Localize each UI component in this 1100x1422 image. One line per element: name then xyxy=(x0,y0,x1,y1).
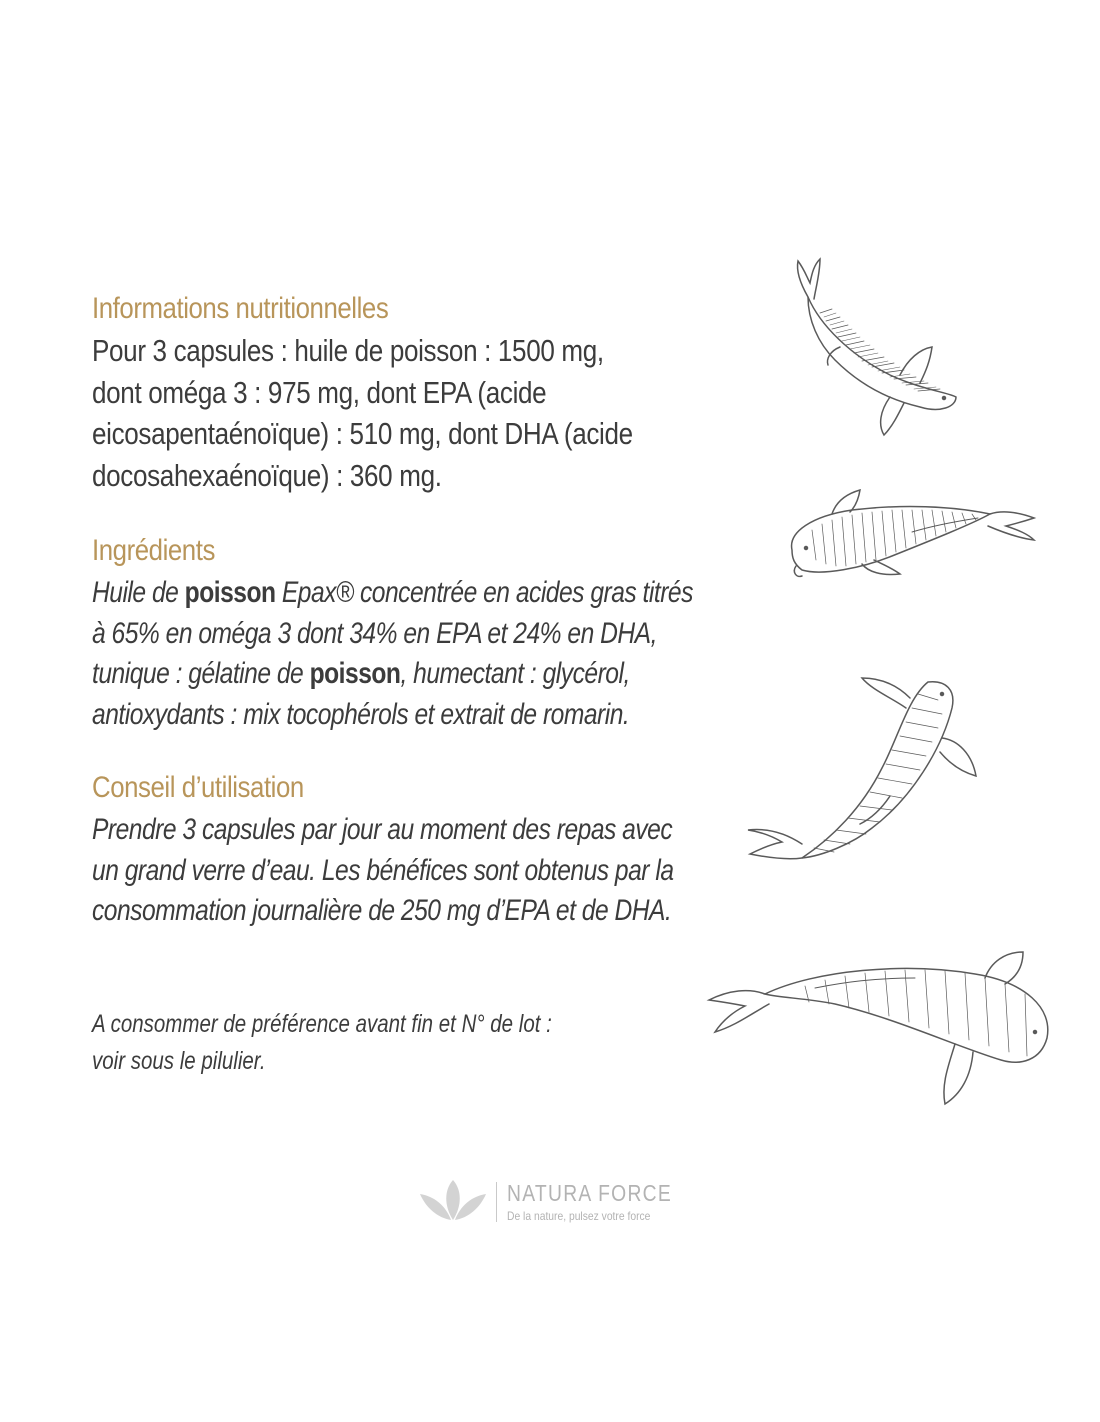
lotus-leaves-icon xyxy=(418,1178,488,1224)
nutrition-line: eicosapentaénoïque) : 510 mg, dont DHA (acide xyxy=(92,416,633,451)
expiry-line: voir sous le pilulier. xyxy=(92,1047,266,1075)
usage-text xyxy=(92,810,674,932)
brand-name: NATURA FORCE xyxy=(507,1180,673,1206)
ingredients-text xyxy=(92,573,693,735)
koi-fish-icon xyxy=(705,948,1055,1108)
allergen-highlight: poisson xyxy=(184,576,276,609)
koi-fish-icon xyxy=(782,480,1042,590)
koi-fish-icon xyxy=(742,668,982,868)
allergen-highlight: poisson xyxy=(309,657,401,690)
nutrition-line: Pour 3 capsules : huile de poisson : 1500 mg, xyxy=(92,333,604,368)
nutrition-text xyxy=(92,330,633,496)
logo-divider xyxy=(496,1182,497,1222)
nutrition-line: dont oméga 3 : 975 mg, dont EPA (acide xyxy=(92,374,547,410)
usage-line: consommation journalière de 250 mg d’EPA et de DHA. xyxy=(92,894,672,927)
brand-tagline: De la nature, pulsez votre force xyxy=(507,1209,651,1223)
ingredients-line: antioxydants : mix tocophérols et extrait de romarin. xyxy=(92,697,630,731)
koi-fish-icon xyxy=(780,255,970,440)
expiry-note xyxy=(92,1006,552,1080)
ingredients-line: Huile de poisson Epax® concentrée en acides gras titrés xyxy=(92,576,693,609)
usage-line: Prendre 3 capsules par jour au moment des repas avec xyxy=(92,813,673,846)
usage-line: un grand verre d’eau. Les bénéfices sont obtenus par la xyxy=(92,853,674,887)
nutrition-heading: Informations nutritionnelles xyxy=(92,292,389,325)
nutrition-line: docosahexaénoïque) : 360 mg. xyxy=(92,457,442,493)
ingredients-heading: Ingrédients xyxy=(92,534,215,567)
ingredients-line: à 65% en oméga 3 dont 34% en EPA et 24% en DHA, xyxy=(92,616,657,650)
ingredients-line: tunique : gélatine de poisson, humectant : glycérol, xyxy=(92,657,630,690)
usage-heading: Conseil d’utilisation xyxy=(92,771,304,804)
expiry-line: A consommer de préférence avant fin et N° de lot : xyxy=(92,1010,552,1038)
